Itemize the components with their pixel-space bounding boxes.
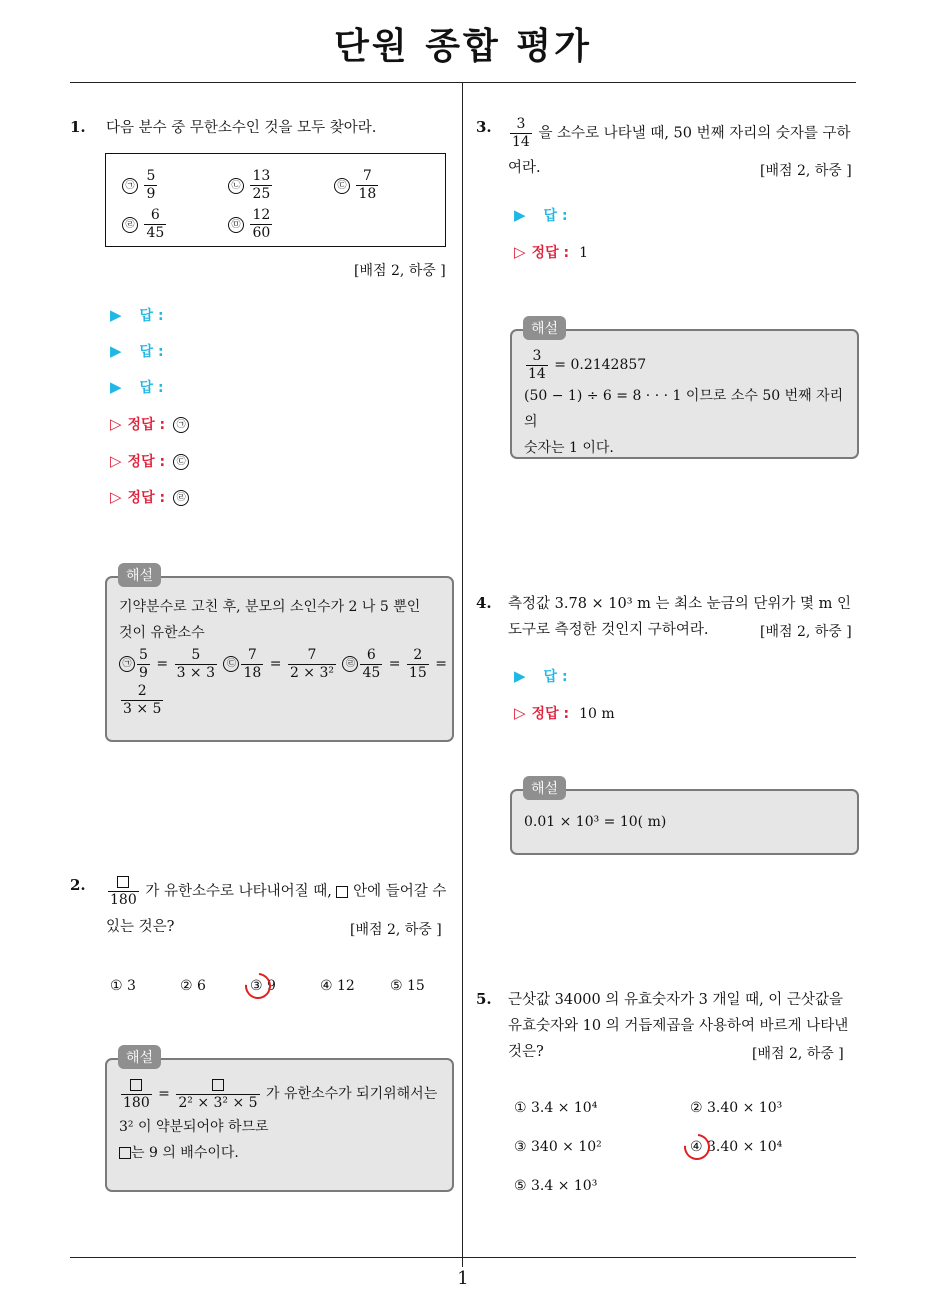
q1-answer-3: ▶ 답 : bbox=[110, 378, 164, 396]
q4-answer: ▶ 답 : bbox=[514, 667, 568, 685]
q5-option-5: ⑤ 3.4 × 10³ bbox=[514, 1178, 598, 1194]
q2-sol-line2: 3² 이 약분되어야 하므로 bbox=[119, 1119, 269, 1135]
q1-score: [배점 2, 하중 ] bbox=[354, 263, 446, 279]
q1-sol-line2: 것이 유한소수 bbox=[119, 625, 205, 641]
top-rule bbox=[70, 82, 856, 83]
q1-correct-2: ▷ 정답 : ㉢ bbox=[110, 451, 189, 471]
q1-correct-1: ▷ 정답 : ㉠ bbox=[110, 414, 189, 434]
q4-text-2: 도구로 측정한 것인지 구하여라. bbox=[508, 622, 709, 638]
q5-option-2: ② 3.40 × 10³ bbox=[690, 1100, 783, 1116]
q2-option-2: ② 6 bbox=[180, 978, 206, 994]
q3-text: $\frac{3}{14}$ 을 소수로 나타낼 때, 50 번째 자리의 숫자를 구하 bbox=[512, 116, 851, 150]
q2-answer-mark bbox=[240, 968, 277, 1005]
q5-text-2: 유효숫자와 10 의 거듭제곱을 사용하여 바르게 나타낸 bbox=[508, 1018, 849, 1034]
q3-sol-line3: 숫자는 1 이다. bbox=[524, 440, 614, 456]
q1-text: 다음 분수 중 무한소수인 것을 모두 찾아라. bbox=[106, 120, 377, 136]
q1-choice-d: ㉣ $\frac{6}{45}$ bbox=[122, 207, 168, 242]
q3-correct: ▷ 정답 : 1 bbox=[514, 243, 588, 261]
q2-score: [배점 2, 하중 ] bbox=[350, 922, 442, 938]
q4-sol-line1: 0.01 × 10³ = 10( m) bbox=[524, 814, 667, 830]
q1-choice-e: ㉤ $\frac{12}{60}$ bbox=[228, 207, 274, 242]
q2-option-5: ⑤ 15 bbox=[390, 978, 425, 994]
q1-solution-tag: 해설 bbox=[118, 563, 161, 587]
q1-number: 1. bbox=[70, 118, 86, 136]
q2-solution-box bbox=[105, 1058, 454, 1192]
q5-answer-mark bbox=[679, 1129, 716, 1166]
q2-option-3: ③ 9 bbox=[250, 978, 276, 994]
q5-number: 5. bbox=[476, 990, 492, 1008]
q1-choice-a: ㉠ $\frac{5}{9}$ bbox=[122, 168, 159, 203]
column-divider bbox=[462, 82, 463, 1267]
q3-sol-line1: $\frac{3}{14}$ = 0.2142857 bbox=[528, 347, 647, 382]
q3-solution-box bbox=[510, 329, 859, 459]
q4-text: 측정값 3.78 × 10³ m 는 최소 눈금의 단위가 몇 m 인 bbox=[508, 596, 851, 612]
q4-correct: ▷ 정답 : 10 m bbox=[514, 704, 615, 722]
q5-score: [배점 2, 하중 ] bbox=[752, 1046, 844, 1062]
q5-option-1: ① 3.4 × 10⁴ bbox=[514, 1100, 598, 1116]
page-title: 단원 종합 평가 bbox=[334, 26, 592, 67]
q2-number: 2. bbox=[70, 876, 86, 894]
q1-answer-1: ▶ 답 : bbox=[110, 306, 164, 324]
bottom-rule bbox=[70, 1257, 856, 1258]
page-number: 1 bbox=[457, 1268, 469, 1289]
q1-choice-c: ㉢ $\frac{7}{18}$ bbox=[334, 168, 380, 203]
q5-text: 근삿값 34000 의 유효숫자가 3 개일 때, 이 근삿값을 bbox=[508, 992, 843, 1008]
q1-sol-math2: $\frac{2}{3 \times 5}$ bbox=[123, 682, 162, 717]
q5-option-4: ④ 3.40 × 10⁴ bbox=[690, 1139, 783, 1155]
q1-correct-3: ▷ 정답 : ㉣ bbox=[110, 487, 189, 507]
q3-answer: ▶ 답 : bbox=[514, 206, 568, 224]
q5-option-3: ③ 340 × 10² bbox=[514, 1139, 602, 1155]
q4-score: [배점 2, 하중 ] bbox=[760, 624, 852, 640]
q2-sol-line3: 는 9 의 배수이다. bbox=[119, 1140, 444, 1166]
q2-option-4: ④ 12 bbox=[320, 978, 355, 994]
q4-solution-tag: 해설 bbox=[523, 776, 566, 800]
q4-number: 4. bbox=[476, 594, 492, 612]
q3-score: [배점 2, 하중 ] bbox=[760, 163, 852, 179]
q5-text-3: 것은? bbox=[508, 1044, 544, 1060]
q3-text-2: 여라. bbox=[508, 160, 541, 176]
q1-answer-2: ▶ 답 : bbox=[110, 342, 164, 360]
q1-solution-box bbox=[105, 576, 454, 742]
q1-sol-math: ㉠ $\frac{5}{9}$ = $\frac{5}{3 \times 3}$ ㉢ $\frac{7}{18}$ = $\frac{7}{\text{2 × 3²}}$ ㉣ $\frac{6}{45}$ = $\frac{2}{15}$ = bbox=[119, 646, 444, 682]
q3-solution-tag: 해설 bbox=[523, 316, 566, 340]
q1-choices-box bbox=[105, 153, 446, 247]
q2-text-2: 있는 것은? bbox=[106, 919, 175, 935]
q1-sol-line1: 기약분수로 고친 후, 분모의 소인수가 2 나 5 뿐인 bbox=[119, 599, 421, 615]
q3-sol-line2: (50 − 1) ÷ 6 = 8 · · · 1 이므로 소수 50 번째 자리의 bbox=[524, 388, 844, 430]
q1-choice-b: ㉡ $\frac{13}{25}$ bbox=[228, 168, 274, 203]
q2-solution-tag: 해설 bbox=[118, 1045, 161, 1069]
q2-option-1: ① 3 bbox=[110, 978, 136, 994]
q2-sol-line1: 180 = 2² × 3² × 5 가 유한소수가 되기위해서는 bbox=[119, 1074, 444, 1114]
q2-text: 180 가 유한소수로 나타내어질 때, 안에 들어갈 수 bbox=[106, 874, 446, 909]
q3-number: 3. bbox=[476, 118, 492, 136]
